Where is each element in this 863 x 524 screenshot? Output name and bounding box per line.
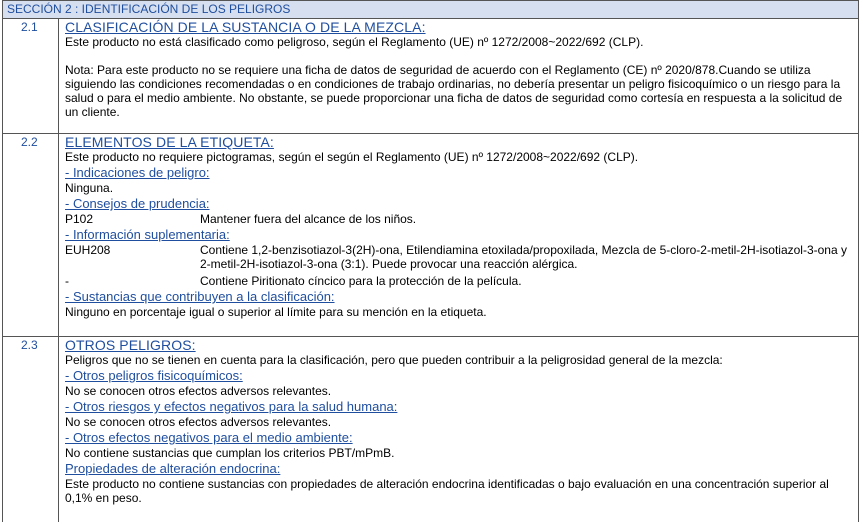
- section-2-sheet: [2, 0, 859, 522]
- endocrine-text: Este producto no contiene sustancias con propiedades de alteración endocrina identificadas o bajo evaluación en una concentración superior al 0,1% en peso.: [65, 477, 829, 505]
- precautionary-text: Mantener fuera del alcance de los niños.: [200, 212, 417, 226]
- section-header: SECCIÓN 2 : IDENTIFICACIÓN DE LOS PELIGROS: [3, 0, 858, 19]
- endocrine-heading: Propiedades de alteración endocrina:: [65, 461, 281, 476]
- hazard-statements-text: Ninguna.: [65, 181, 114, 195]
- row-2-2: [3, 134, 858, 337]
- classification-note: Nota: Para este producto no se requiere una ficha de datos de seguridad de acuerdo con el Reglamento (CE) nº 2020/878.Cuando se utiliza siguiendo las condiciones recomendadas o en condiciones de trabajo ordinarias, no debería presentar un peligro fisicoquímico o un riesgo para la salud o para el medio ambiente. No obstante, se puede proporcionar una ficha de datos de seguridad como cortesía en respuesta a la solicitud de un cliente.: [65, 63, 843, 119]
- supplementary-line: [65, 243, 854, 271]
- precautionary-heading: - Consejos de prudencia:: [65, 196, 210, 211]
- supplementary-code: EUH208: [65, 243, 111, 257]
- section-number: 2.3: [3, 337, 59, 522]
- section-content: [59, 19, 858, 133]
- label-elements-text: Este producto no requiere pictogramas, según el según el Reglamento (UE) nº 1272/2008~2022/692 (CLP).: [65, 150, 639, 164]
- health-heading: - Otros riesgos y efectos negativos para la salud humana:: [65, 399, 398, 414]
- health-text: No se conocen otros efectos adversos relevantes.: [65, 415, 332, 429]
- row-2-1: [3, 19, 858, 134]
- physicochemical-heading: - Otros peligros fisicoquímicos:: [65, 368, 243, 383]
- environment-text: No contiene sustancias que cumplan los criterios PBT/mPmB.: [65, 446, 395, 460]
- supplementary-line: [65, 274, 854, 288]
- section-number: 2.2: [3, 134, 59, 336]
- environment-heading: - Otros efectos negativos para el medio ambiente:: [65, 430, 353, 445]
- row-2-3: [3, 337, 858, 522]
- section-title: CLASIFICACIÓN DE LA SUSTANCIA O DE LA MEZCLA:: [65, 19, 426, 35]
- contributing-substances-text: Ninguno en porcentaje igual o superior al límite para su mención en la etiqueta.: [65, 305, 487, 319]
- contributing-substances-heading: - Sustancias que contribuyen a la clasificación:: [65, 289, 335, 304]
- section-title: OTROS PELIGROS:: [65, 337, 196, 353]
- section-number: 2.1: [3, 19, 59, 133]
- supplementary-text: Contiene 1,2-benzisotiazol-3(2H)-ona, Etilendiamina etoxilada/propoxilada, Mezcla de 5-cloro-2-metil-2H-isotiazol-3-ona y 2-metil-2H-isotiazol-3-ona (3:1). Puede provocar una reacción alérgica.: [200, 243, 847, 271]
- classification-text: Este producto no está clasificado como peligroso, según el Reglamento (UE) nº 1272/2008~2022/692 (CLP).: [65, 35, 644, 49]
- supplementary-heading: - Información suplementaria:: [65, 227, 230, 242]
- precautionary-code: P102: [65, 212, 94, 226]
- section-content: [59, 134, 858, 336]
- supplementary-code: -: [65, 274, 69, 288]
- section-content: [59, 337, 858, 522]
- physicochemical-text: No se conocen otros efectos adversos relevantes.: [65, 384, 332, 398]
- section-title: ELEMENTOS DE LA ETIQUETA:: [65, 134, 274, 150]
- supplementary-text: Contiene Piritionato cíncico para la protección de la película.: [200, 274, 522, 288]
- precautionary-line: [65, 212, 854, 226]
- hazard-statements-heading: - Indicaciones de peligro:: [65, 165, 210, 180]
- other-hazards-text: Peligros que no se tienen en cuenta para la clasificación, pero que pueden contribuir a la peligrosidad general de la mezcla:: [65, 353, 723, 367]
